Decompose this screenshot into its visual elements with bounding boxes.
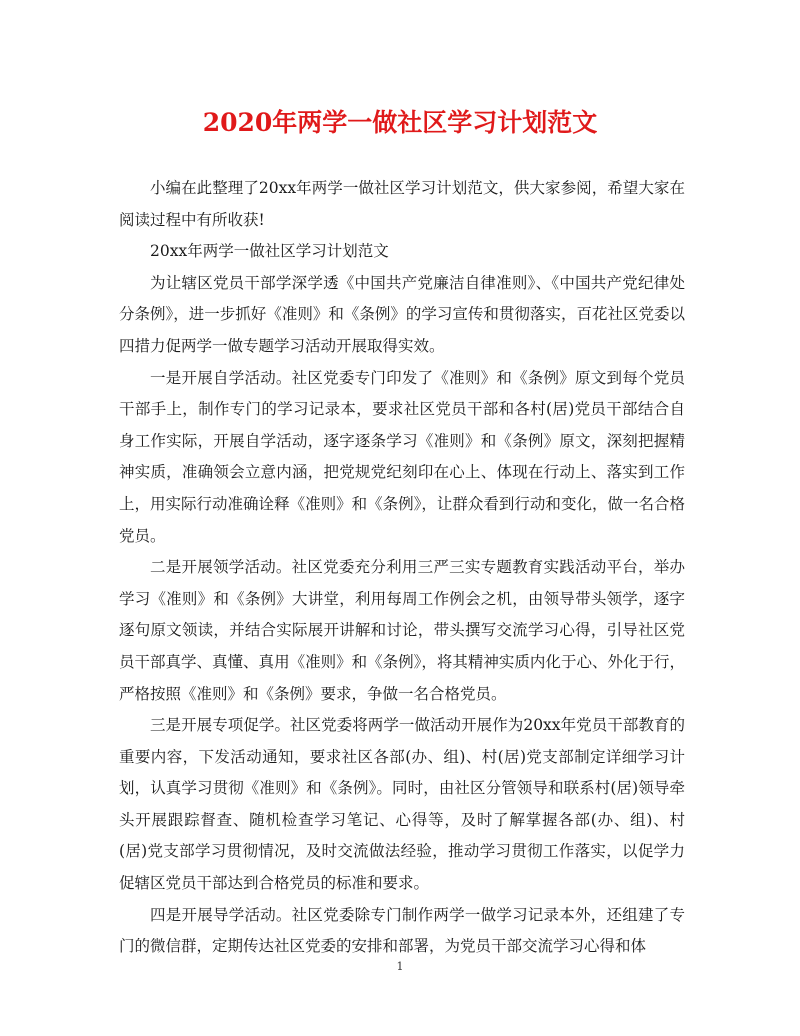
paragraph-intro: 小编在此整理了20xx年两学一做社区学习计划范文，供大家参阅，希望大家在阅读过程中有所收获!: [119, 179, 685, 229]
paragraph-lead-study: 二是开展领学活动。社区党委充分利用三严三实专题教育实践活动平台，举办学习《准则》和《条例》大讲堂，利用每周工作例会之机，由领导带头领学，逐字逐句原文领读，并结合实际展开讲解和讨论，带头撰写交流学习心得，引导社区党员干部真学、真懂、真用《准则》和《条例》，将其精神实质内化于心、外化于行，严格按照《准则》和《条例》要求，争做一名合格党员。: [119, 558, 685, 703]
paragraph-guided-study: 四是开展导学活动。社区党委除专门制作两学一做学习记录本外，还组建了专门的微信群，定期传达社区党委的安排和部署，为党员干部交流学习心得和体: [119, 905, 685, 956]
document-title: 2020年两学一做社区学习计划范文: [202, 108, 598, 137]
paragraph-overview: 为让辖区党员干部学深学透《中国共产党廉洁自律准则》、《中国共产党纪律处分条例》，进一步抓好《准则》和《条例》的学习宣传和贯彻落实，百花社区党委以四措力促两学一做专题学习活动开展取得实效。: [119, 273, 685, 355]
paragraph-special-study: 三是开展专项促学。社区党委将两学一做活动开展作为20xx年党员干部教育的重要内容，下发活动通知，要求社区各部(办、组)、村(居)党支部制定详细学习计划，认真学习贯彻《准则》和《条例》。同时，由社区分管领导和联系村(居)领导牵头开展跟踪督查、随机检查学习笔记、心得等，及时了解掌握各部(办、组)、村(居)党支部学习贯彻情况，及时交流做法经验，推动学习贯彻工作落实，以促学力促辖区党员干部达到合格党员的标准和要求。: [119, 716, 685, 893]
document-body: [119, 173, 685, 963]
paragraph-subtitle: 20xx年两学一做社区学习计划范文: [150, 242, 389, 261]
paragraph-self-study: 一是开展自学活动。社区党委专门印发了《准则》和《条例》原文到每个党员干部手上，制作专门的学习记录本，要求社区党员干部和各村(居)党员干部结合自身工作实际，开展自学活动，逐字逐条学习《准则》和《条例》原文，深刻把握精神实质，准确领会立意内涵，把党规党纪刻印在心上、体现在行动上、落实到工作上，用实际行动准确诠释《准则》和《条例》，让群众看到行动和变化，做一名合格党员。: [119, 368, 685, 545]
page-number: 1: [396, 960, 404, 973]
